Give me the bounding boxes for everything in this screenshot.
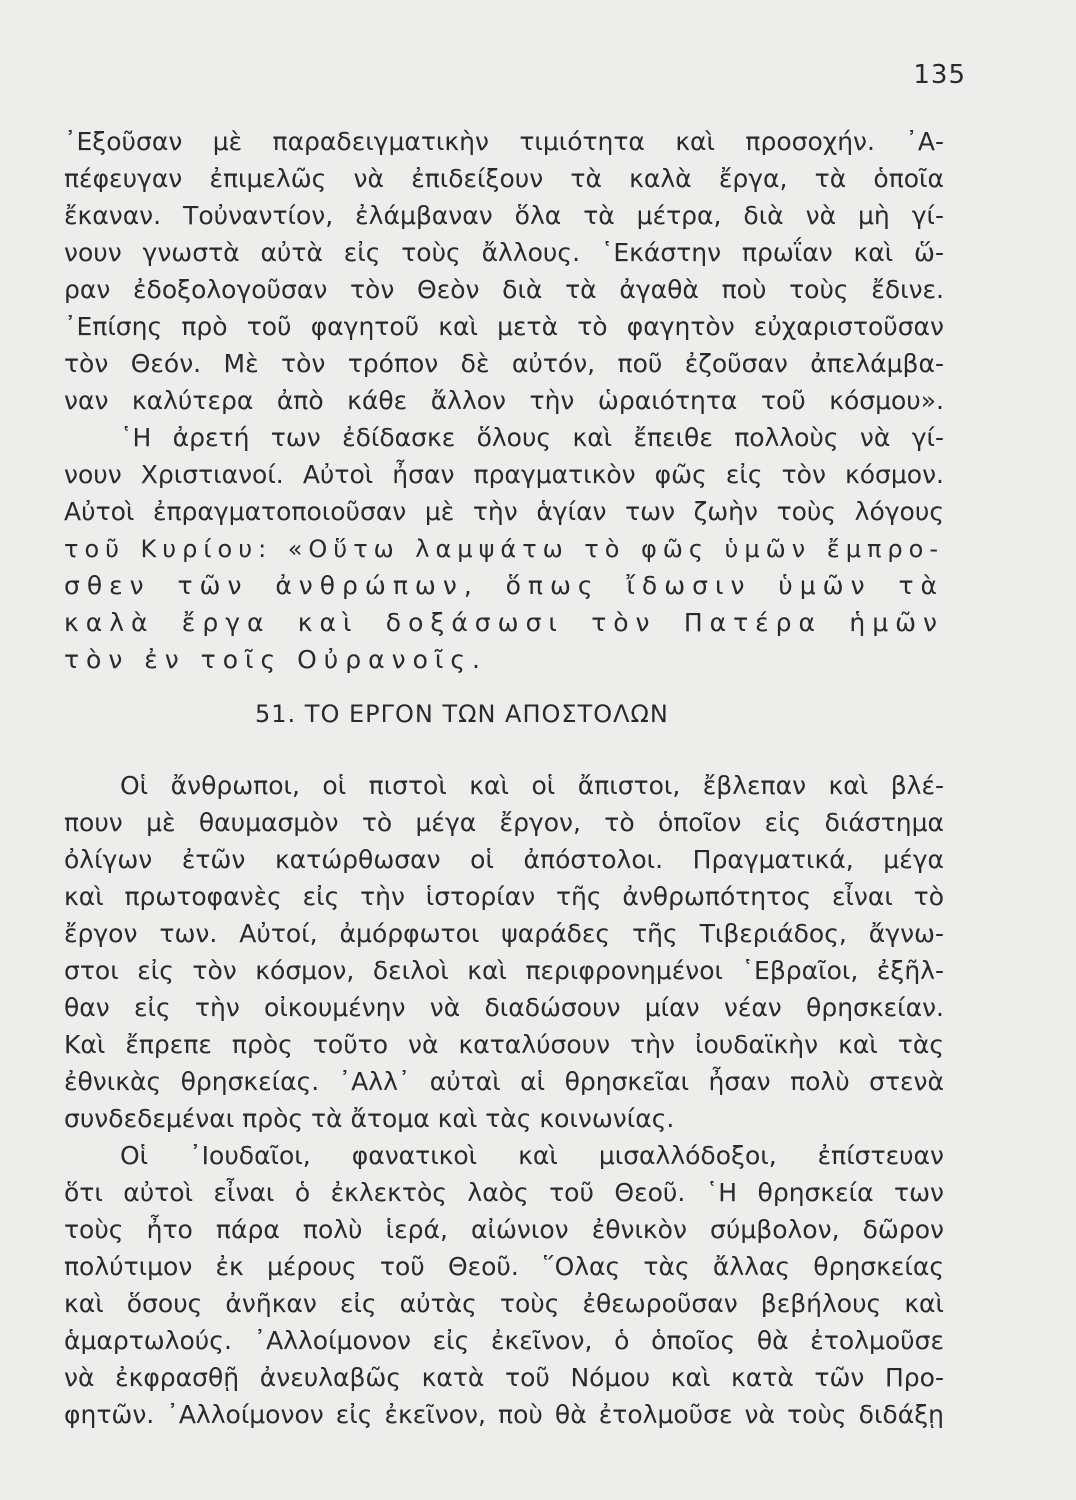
text-line: ἁμαρτωλούς. ᾿Αλλοίμονον εἰς ἐκεῖνον, ὁ ὁποῖος θὰ ἐτολμοῦσε — [64, 1326, 944, 1355]
text-line: Αὐτοὶ ἐπραγματοποιοῦσαν μὲ τὴν ἁγίαν των ζωὴν τοὺς λόγους — [64, 497, 944, 526]
text-line: πουν μὲ θαυμασμὸν τὸ μέγα ἔργον, τὸ ὁποῖον εἰς διάστημα — [64, 808, 944, 837]
text-line: Καὶ ἔπρεπε πρὸς τοῦτο νὰ καταλύσουν τὴν ἰουδαϊκὴν καὶ τὰς — [64, 1030, 944, 1059]
text-line: Οἱ ἄνθρωποι, οἱ πιστοὶ καὶ οἱ ἄπιστοι, ἔβλεπαν καὶ βλέ- — [120, 771, 944, 800]
text-line: νουν Χριστιανοί. Αὐτοὶ ἦσαν πραγματικὸν φῶς εἰς τὸν κόσμον. — [64, 460, 944, 489]
text-line: ἔργον των. Αὐτοί, ἀμόρφωτοι ψαράδες τῆς Τιβεριάδος, ἄγνω- — [64, 919, 944, 948]
text-line: τὸν ἐν τοῖς Οὐρανοῖς. — [64, 645, 487, 674]
text-line: στοι εἰς τὸν κόσμον, δειλοὶ καὶ περιφρονημένοι ῾Εβραῖοι, ἐξῆλ- — [64, 956, 944, 985]
text-line: πέφευγαν ἐπιμελῶς νὰ ἐπιδείξουν τὰ καλὰ ἔργα, τὰ ὁποῖα — [64, 164, 944, 193]
text-line: σθεν τῶν ἀνθρώπων, ὅπως ἴδωσιν ὑμῶν τὰ — [64, 571, 944, 600]
text-line: Οἱ ᾿Ιουδαῖοι, φανατικοὶ καὶ μισαλλόδοξοι, ἐπίστευαν — [120, 1141, 944, 1170]
text-line: ὀλίγων ἐτῶν κατώρθωσαν οἱ ἀπόστολοι. Πραγματικά, μέγα — [64, 845, 944, 874]
text-line: θαν εἰς τὴν οἰκουμένην νὰ διαδώσουν μίαν νέαν θρησκείαν. — [64, 993, 944, 1022]
text-line: τοὺς ἦτο πάρα πολὺ ἱερά, αἰώνιον ἐθνικὸν σύμβολον, δῶρον — [64, 1215, 944, 1244]
text-line: φητῶν. ᾿Αλλοίμονον εἰς ἐκεῖνον, ποὺ θὰ ἐτολμοῦσε νὰ τοὺς διδάξῃ — [64, 1400, 944, 1429]
text-line: πολύτιμον ἐκ μέρους τοῦ Θεοῦ. ῞Ολας τὰς ἄλλας θρησκείας — [64, 1252, 944, 1281]
text-line: νὰ ἐκφρασθῇ ἀνευλαβῶς κατὰ τοῦ Νόμου καὶ κατὰ τῶν Προ- — [64, 1363, 944, 1392]
text-line: ὅτι αὐτοὶ εἶναι ὁ ἐκλεκτὸς λαὸς τοῦ Θεοῦ. ῾Η θρησκεία των — [64, 1178, 944, 1207]
text-line: καὶ ὅσους ἀνῆκαν εἰς αὐτὰς τοὺς ἐθεωροῦσαν βεβήλους καὶ — [64, 1289, 944, 1318]
page-number: 135 — [913, 60, 966, 90]
text-line: ἔκαναν. Τοὐναντίον, ἐλάμβαναν ὅλα τὰ μέτρα, διὰ νὰ μὴ γί- — [64, 201, 944, 230]
text-line: νουν γνωστὰ αὐτὰ εἰς τοὺς ἄλλους. ῾Εκάστην πρωΐαν καὶ ὥ- — [64, 238, 944, 267]
text-line: ναν καλύτερα ἀπὸ κάθε ἄλλον τὴν ὡραιότητα τοῦ κόσμου». — [64, 386, 944, 415]
text-line: συνδεδεμέναι πρὸς τὰ ἄτομα καὶ τὰς κοινωνίας. — [64, 1104, 675, 1133]
text-line: ραν ἐδοξολογοῦσαν τὸν Θεὸν διὰ τὰ ἀγαθὰ ποὺ τοὺς ἔδινε. — [64, 275, 944, 304]
text-line: καλὰ ἔργα καὶ δοξάσωσι τὸν Πατέρα ἡμῶν — [64, 608, 944, 637]
section-heading: 51. ΤΟ ΕΡΓΟΝ ΤΩΝ ΑΠΟΣΤΟΛΩΝ — [255, 700, 669, 728]
text-line: ῾Η ἀρετή των ἐδίδασκε ὅλους καὶ ἔπειθε πολλοὺς νὰ γί- — [120, 423, 944, 452]
text-line: καὶ πρωτοφανὲς εἰς τὴν ἱστορίαν τῆς ἀνθρωπότητος εἶναι τὸ — [64, 882, 944, 911]
text-line: τὸν Θεόν. Μὲ τὸν τρόπον δὲ αὐτόν, ποῦ ἐζοῦσαν ἀπελάμβα- — [64, 349, 944, 378]
text-line: ᾿Επίσης πρὸ τοῦ φαγητοῦ καὶ μετὰ τὸ φαγητὸν εὐχαριστοῦσαν — [64, 312, 944, 341]
text-line: ἐθνικὰς θρησκείας. ᾿Αλλ᾿ αὐταὶ αἱ θρησκεῖαι ἦσαν πολὺ στενὰ — [64, 1067, 944, 1096]
text-line: τοῦ Κυρίου: «Οὕτω λαμψάτω τὸ φῶς ὑμῶν ἔμπρο- — [64, 535, 944, 563]
text-line: ᾿Εξοῦσαν μὲ παραδειγματικὴν τιμιότητα καὶ προσοχήν. ᾿Α- — [64, 127, 944, 156]
